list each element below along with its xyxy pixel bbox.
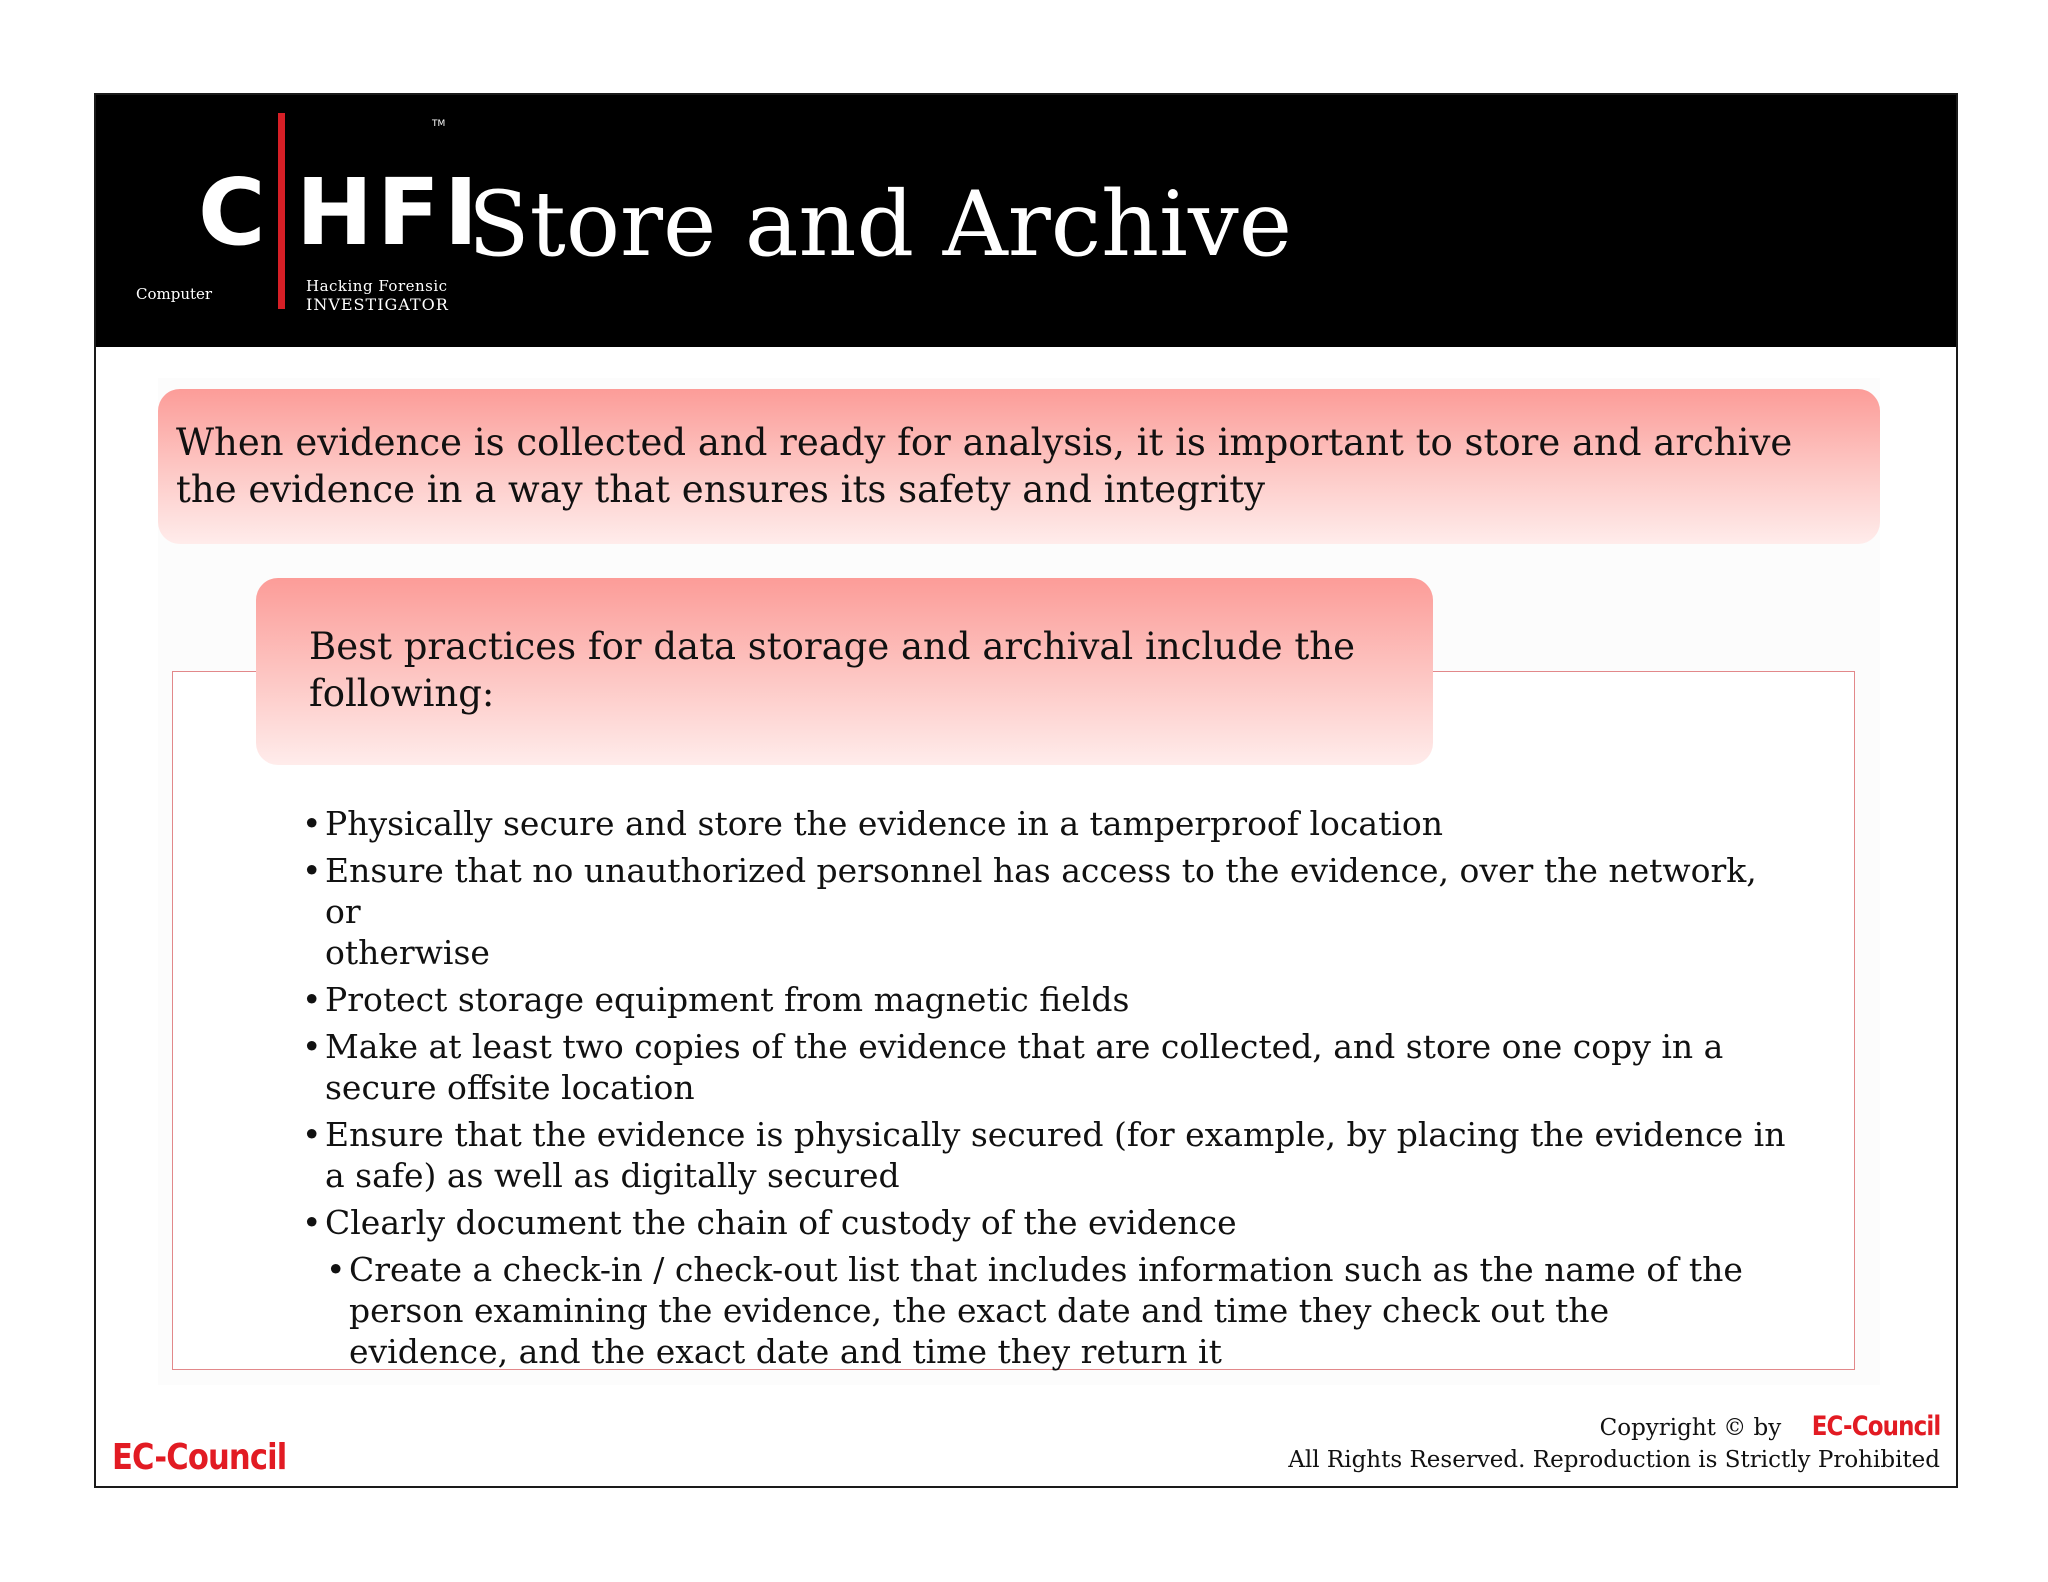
logo-letter-c: C [198, 159, 266, 266]
list-item: • Make at least two copies of the evidence that are collected, and store one copy in a secure offsite location [302, 1026, 1802, 1108]
copyright-brand: EC-Council [1811, 1411, 1940, 1442]
page-title: Store and Archive [468, 172, 1293, 277]
logo-red-bar [278, 113, 285, 309]
chfi-logo [136, 113, 483, 323]
rights-reserved: All Rights Reserved. Reproduction is Strictly Prohibited [1288, 1447, 1940, 1473]
copyright-line [1288, 1411, 1940, 1444]
ec-council-logo: EC-Council [112, 1437, 287, 1478]
copyright-prefix: Copyright © by [1599, 1415, 1789, 1441]
intro-text: When evidence is collected and ready for analysis, it is important to store and archive the evidence in a way that ensures its safety and integrity [176, 421, 1793, 511]
logo-trademark: TM [432, 119, 446, 129]
logo-letters-hfi: HFI [296, 159, 483, 266]
intro-box [158, 389, 1880, 544]
logo-computer-label: Computer [136, 285, 213, 303]
list-item: • Clearly document the chain of custody of the evidence [302, 1202, 1802, 1243]
slide [94, 93, 1958, 1488]
logo-investigator-label: INVESTIGATOR [306, 295, 449, 314]
best-practices-list [302, 803, 1802, 1378]
header-bar [96, 95, 1956, 347]
best-practices-heading-box [256, 578, 1433, 765]
sub-list-item: • Create a check-in / check-out list that includes information such as the name of the person examining the evidence, the exact date and time they check out the evidence, and the exact date and time they return it [326, 1249, 1759, 1372]
list-item: • Ensure that the evidence is physically secured (for example, by placing the evidence in a safe) as well as digitally secured [302, 1114, 1802, 1196]
list-item: • Ensure that no unauthorized personnel has access to the evidence, over the network, or otherwise [302, 850, 1802, 973]
copyright-notice [1288, 1411, 1940, 1476]
best-practices-heading: Best practices for data storage and archival include the following: [309, 625, 1356, 715]
list-item: • Protect storage equipment from magnetic fields [302, 979, 1802, 1020]
logo-hacking-forensic-label: Hacking Forensic [306, 277, 448, 295]
list-item: • Physically secure and store the evidence in a tamperproof location [302, 803, 1802, 844]
